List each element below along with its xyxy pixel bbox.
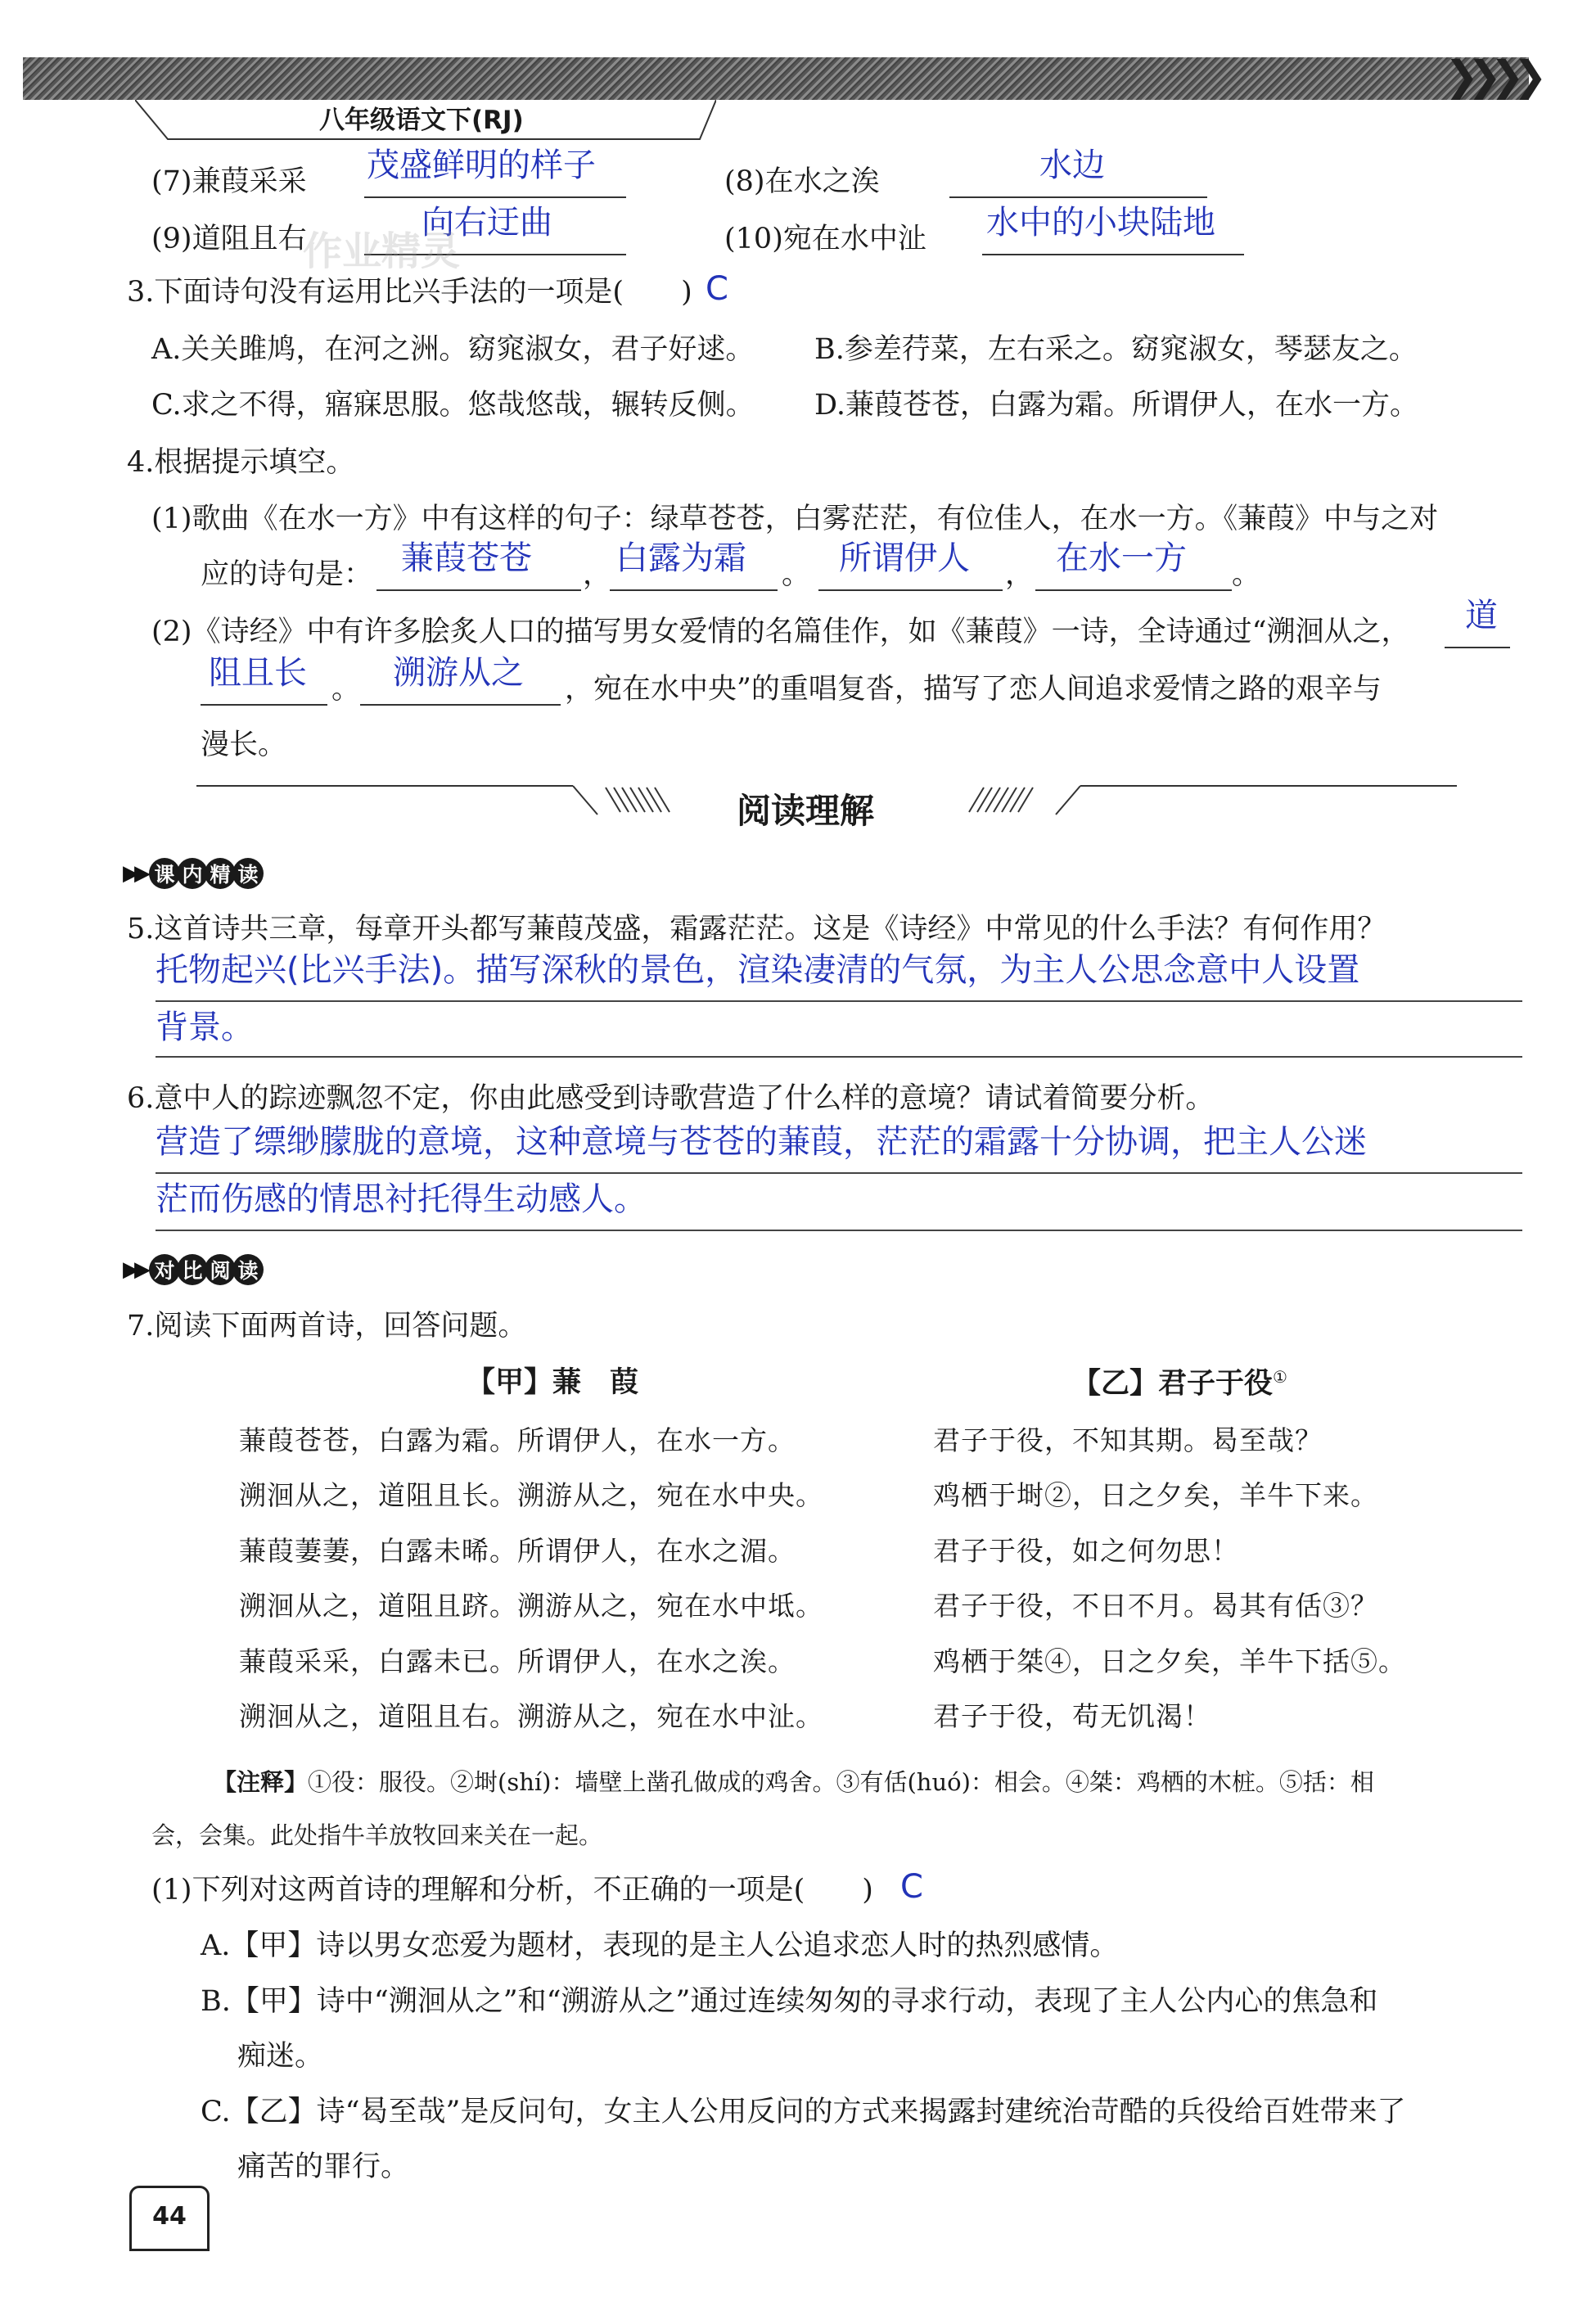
header-title: 八年级语文下(RJ) [319,106,524,135]
header-banner [23,57,1529,100]
tag-in-class-reading [123,858,260,889]
q4-part2-line1: (2)《诗经》中有许多脍炙人口的描写男女爱情的名篇佳作，如《蒹葭》一诗，全诗通过“溯洄从之， [151,616,1410,648]
q2-item-7-blank [364,196,626,198]
tag-comparative-reading [123,1254,260,1285]
q2-item-10-blank [982,254,1244,255]
q7-option-b-line-2: 痴迷。 [237,2040,324,2073]
q4-answer-1: 蒹葭苍苍 [401,539,532,577]
poem-b-line-5: 鸡栖于桀④，日之夕矣，羊牛下括⑤。 [933,1645,1406,1677]
poem-a-line-4: 溯洄从之，道阻且跻。溯游从之，宛在水中坻。 [239,1590,823,1622]
q6-stem: 6.意中人的踪迹飘忽不定，你由此感受到诗歌营造了什么样的意境？请试着简要分析。 [127,1082,1215,1115]
poem-b-title: 【乙】君子于役① [1072,1367,1287,1401]
q4-sep-2: 。 [782,558,811,591]
q4-part1-line1: (1)歌曲《在水一方》中有这样的句子：绿草苍苍，白雾茫茫，有位佳人，在水一方。《蒹葭》中与之对 [151,503,1439,535]
tag-arrow-icon: ▶▶ [123,861,146,886]
q7-option-c-line-2: 痛苦的罪行。 [237,2150,410,2183]
q4-part2-line3: 漫长。 [201,729,287,761]
q4-answer-3: 所谓伊人 [839,539,970,577]
poem-b-line-1: 君子于役，不知其期。曷至哉？ [933,1424,1323,1456]
q5-stem: 5.这首诗共三章，每章开头都写蒹葭茂盛，霜露茫茫。这是《诗经》中常见的什么手法？有何作用？ [127,913,1386,945]
q4-blank-2 [610,589,778,591]
q6-answer-line-2: 茫而伤感的情思衬托得生动感人。 [156,1180,647,1218]
q6-answer-line-1: 营造了缥缈朦胧的意境，这种意境与苍苍的蒹葭，茫茫的霜露十分协调，把主人公迷 [156,1123,1367,1161]
watermark: 作业精灵 [303,228,461,274]
q3-option-d: D.蒹葭苍苍，白露为霜。所谓伊人，在水一方。 [814,389,1418,422]
q5-answer-line-2: 背景。 [156,1009,254,1046]
tag-arrow-icon: ▶▶ [123,1257,146,1282]
q7-notes-line-2: 会，会集。此处指牛羊放牧回来关在一起。 [151,1821,603,1849]
header-arrows: ❯❯❯❯ [1445,52,1536,100]
tag2-char-3: 阅 [205,1254,236,1285]
q3-option-b: B.参差荇菜，左右采之。窈窕淑女，琴瑟友之。 [814,333,1418,366]
tag1-char-1: 课 [149,858,180,889]
q2-item-10-answer: 水中的小块陆地 [986,204,1215,241]
q4-stem: 4.根据提示填空。 [127,446,355,479]
q4-answer-6: 溯游从之 [393,654,524,692]
q3-option-c: C.求之不得，寤寐思服。悠哉悠哉，辗转反侧。 [151,389,755,422]
q2-item-7-label: (7)兼葭采采 [151,165,307,198]
q4-blank-1 [376,589,581,591]
poem-b-line-2: 鸡栖于埘②，日之夕矣，羊牛下来。 [933,1479,1378,1511]
q4-part1-prefix: 应的诗句是： [201,558,373,591]
q7-option-b-line-1: B.【甲】诗中“溯洄从之”和“溯游从之”通过连续匆匆的寻求行动，表现了主人公内心的焦急和 [201,1985,1378,2018]
poem-a-line-1: 蒹葭苍苍，白露为霜。所谓伊人，在水一方。 [239,1424,796,1456]
q7-option-a: A.【甲】诗以男女恋爱为题材，表现的是主人公追求恋人时的热烈感情。 [201,1929,1119,1962]
q4-sep-4: 。 [1232,558,1261,591]
q3-answer: C [706,270,728,308]
q4-answer-5a: 道 [1465,597,1498,634]
q7-option-c-line-1: C.【乙】诗“曷至哉”是反问句，女主人公用反问的方式来揭露封建统治苛酷的兵役给百姓带来了 [201,2096,1406,2128]
poem-a-line-3: 蒹葭萋萋，白露未晞。所谓伊人，在水之湄。 [239,1535,796,1567]
q4-blank-3 [818,589,1003,591]
poem-a-title: 【甲】蒹 葭 [467,1366,639,1399]
q7-stem: 7.阅读下面两首诗，回答问题。 [127,1310,527,1343]
q4-answer-2: 白露为霜 [615,539,746,577]
poem-b-line-3: 君子于役，如之何勿思！ [933,1535,1239,1567]
q5-answer-line-1: 托物起兴(比兴手法)。描写深秋的景色，渲染凄清的气氛，为主人公思念意中人设置 [156,951,1360,989]
q2-item-8-blank [949,196,1207,198]
poem-a-line-6: 溯洄从之，道阻且右。溯游从之，宛在水中沚。 [239,1700,823,1732]
q4-sep-3: ， [1005,558,1035,591]
q4-blank-5b [201,704,327,706]
tag1-char-4: 读 [232,858,264,889]
q3-option-a: A.关关雎鸠，在河之洲。窈窕淑女，君子好逑。 [151,333,755,366]
q7-sub1-stem: (1)下列对这两首诗的理解和分析，不正确的一项是( ) [151,1874,873,1907]
q2-item-10-label: (10)宛在水中沚 [724,223,926,255]
q4-part2-line2: ，宛在水中央”的重唱复沓，描写了恋人间追求爱情之路的艰辛与 [565,673,1382,706]
tag2-char-2: 比 [177,1254,208,1285]
poem-a-line-2: 溯洄从之，道阻且长。溯游从之，宛在水中央。 [239,1479,823,1511]
q6-line-1 [156,1172,1522,1174]
section-title: 阅读理解 [737,791,875,831]
q4-answer-4: 在水一方 [1056,539,1187,577]
poem-a-line-5: 蒹葭采采，白露未已。所谓伊人，在水之涘。 [239,1645,796,1677]
q2-item-8-answer: 水边 [1039,147,1105,184]
q6-line-2 [156,1230,1522,1231]
tag2-char-4: 读 [232,1254,264,1285]
tag1-char-2: 内 [177,858,208,889]
q4-answer-5b: 阻且长 [209,654,307,692]
q4-sep-5: 。 [331,673,361,706]
tag2-char-1: 对 [149,1254,180,1285]
q2-item-7-answer: 茂盛鲜明的样子 [367,147,596,184]
q4-blank-4 [1035,589,1232,591]
poem-b-line-6: 君子于役，苟无饥渴！ [933,1700,1211,1732]
q4-sep-1: ， [583,558,612,591]
q5-line-2 [156,1056,1522,1058]
q7-sub1-answer: C [900,1868,923,1906]
q2-item-9-answer: 向右迂曲 [422,204,552,241]
q2-item-8-label: (8)在水之涘 [724,165,880,198]
q7-notes-line-1: 【注释】①役：服役。②埘(shí)：墙壁上凿孔做成的鸡舍。③有佸(huó)：相会。④桀：鸡栖的木桩。⑤括：相 [213,1768,1374,1796]
tag1-char-3: 精 [205,858,236,889]
page-number: 44 [152,2202,187,2231]
q4-blank-5a [1445,647,1510,648]
q5-line-1 [156,1000,1522,1002]
q4-blank-6 [360,704,561,706]
q2-item-9-label: (9)道阻且右 [151,223,307,255]
poem-b-line-4: 君子于役，不日不月。曷其有佸③？ [933,1590,1378,1622]
q3-stem: 3.下面诗句没有运用比兴手法的一项是( ) [127,276,692,309]
